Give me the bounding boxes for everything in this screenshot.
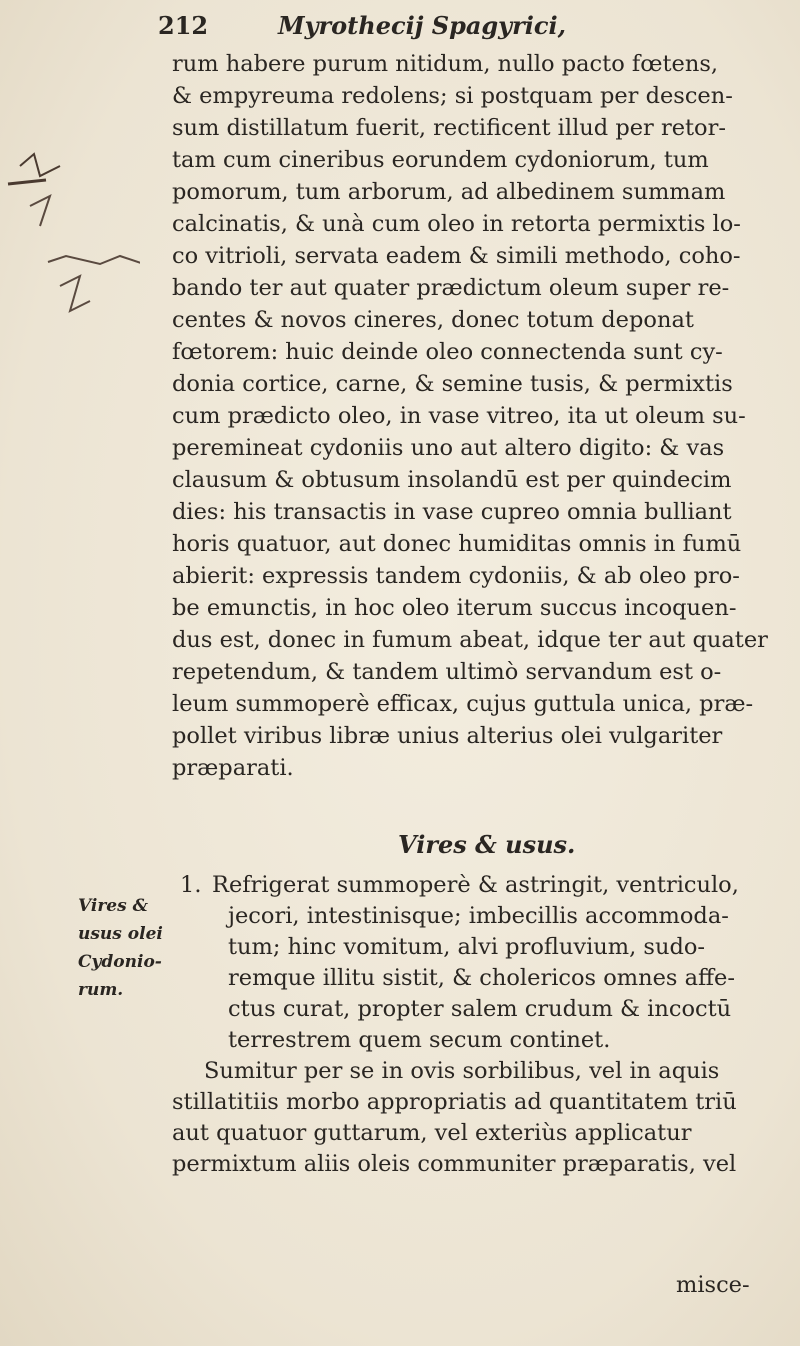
text-line: rum habere purum nitidum, nullo pacto fœtens, <box>172 51 719 77</box>
marginal-pen-mark <box>0 136 140 346</box>
text-line: & empyreuma redolens; si postquam per descen- <box>172 83 733 109</box>
text-line: jecori, intestinisque; imbecillis accommoda- <box>228 903 729 929</box>
text-line: permixtum aliis oleis communiter præparatis, vel <box>172 1151 737 1177</box>
text-line: remque illitu sistit, & cholericos omnes affe- <box>228 965 735 991</box>
text-line: ctus curat, propter salem crudum & incoctū <box>228 996 732 1022</box>
text-line: clausum & obtusum insolandū est per quindecim <box>172 467 732 493</box>
text-line: peremineat cydoniis uno aut altero digito: & vas <box>172 435 725 461</box>
text-line: dus est, donec in fumum abeat, idque ter aut quater <box>172 627 768 653</box>
text-line: bando ter aut quater prædictum oleum super re- <box>172 275 730 301</box>
text-line: sum distillatum fuerit, rectificent illud per retor- <box>172 115 726 141</box>
text-line: be emunctis, in hoc oleo iterum succus incoquen- <box>172 595 737 621</box>
section-heading: Vires & usus. <box>398 830 576 859</box>
section-paragraph <box>172 870 792 1180</box>
text-line: repetendum, & tandem ultimò servandum est o- <box>172 659 722 685</box>
main-paragraph <box>172 48 792 784</box>
text-line: fœtorem: huic deinde oleo connectenda sunt cy- <box>172 339 723 365</box>
margin-note-line: Cydonio- <box>78 952 162 972</box>
text-line: leum summoperè efficax, cujus guttula unica, præ- <box>172 691 754 717</box>
text-line <box>172 870 792 901</box>
text-line: præparati. <box>172 755 294 781</box>
margin-note <box>78 892 178 1004</box>
running-title: Myrothecij Spagyrici, <box>278 11 566 40</box>
text-line: centes & novos cineres, donec totum deponat <box>172 307 694 333</box>
margin-note-line: rum. <box>78 980 124 1000</box>
text-line: aut quatuor guttarum, vel exteriùs applicatur <box>172 1120 692 1146</box>
text-line: dies: his transactis in vase cupreo omnia bulliant <box>172 499 732 525</box>
page-header <box>158 6 758 46</box>
text-line: terrestrem quem secum continet. <box>228 1027 611 1053</box>
text-line: Sumitur per se in ovis sorbilibus, vel in aquis <box>204 1058 720 1084</box>
text-line: horis quatuor, aut donec humiditas omnis in fumū <box>172 531 742 557</box>
text-line: pollet viribus libræ unius alterius olei vulgariter <box>172 723 723 749</box>
text-line: co vitrioli, servata eadem & simili methodo, coho- <box>172 243 741 269</box>
text-line-content: Refrigerat summoperè & astringit, ventriculo, <box>212 872 739 898</box>
text-line: donia cortice, carne, & semine tusis, & permixtis <box>172 371 733 397</box>
item-number: 1. <box>180 872 202 898</box>
text-line: tam cum cineribus eorundem cydoniorum, tum <box>172 147 709 173</box>
margin-note-line: usus olei <box>78 924 163 944</box>
text-line: stillatitiis morbo appropriatis ad quantitatem triū <box>172 1089 737 1115</box>
catchword: misce- <box>676 1272 750 1298</box>
text-line: cum prædicto oleo, in vase vitreo, ita ut oleum su- <box>172 403 746 429</box>
text-line: calcinatis, & unà cum oleo in retorta permixtis lo- <box>172 211 741 237</box>
margin-note-line: Vires & <box>78 896 148 916</box>
text-line: pomorum, tum arborum, ad albedinem summam <box>172 179 726 205</box>
text-line: abierit: expressis tandem cydoniis, & ab oleo pro- <box>172 563 740 589</box>
text-line: tum; hinc vomitum, alvi profluvium, sudo- <box>228 934 705 960</box>
page-number: 212 <box>158 11 209 40</box>
